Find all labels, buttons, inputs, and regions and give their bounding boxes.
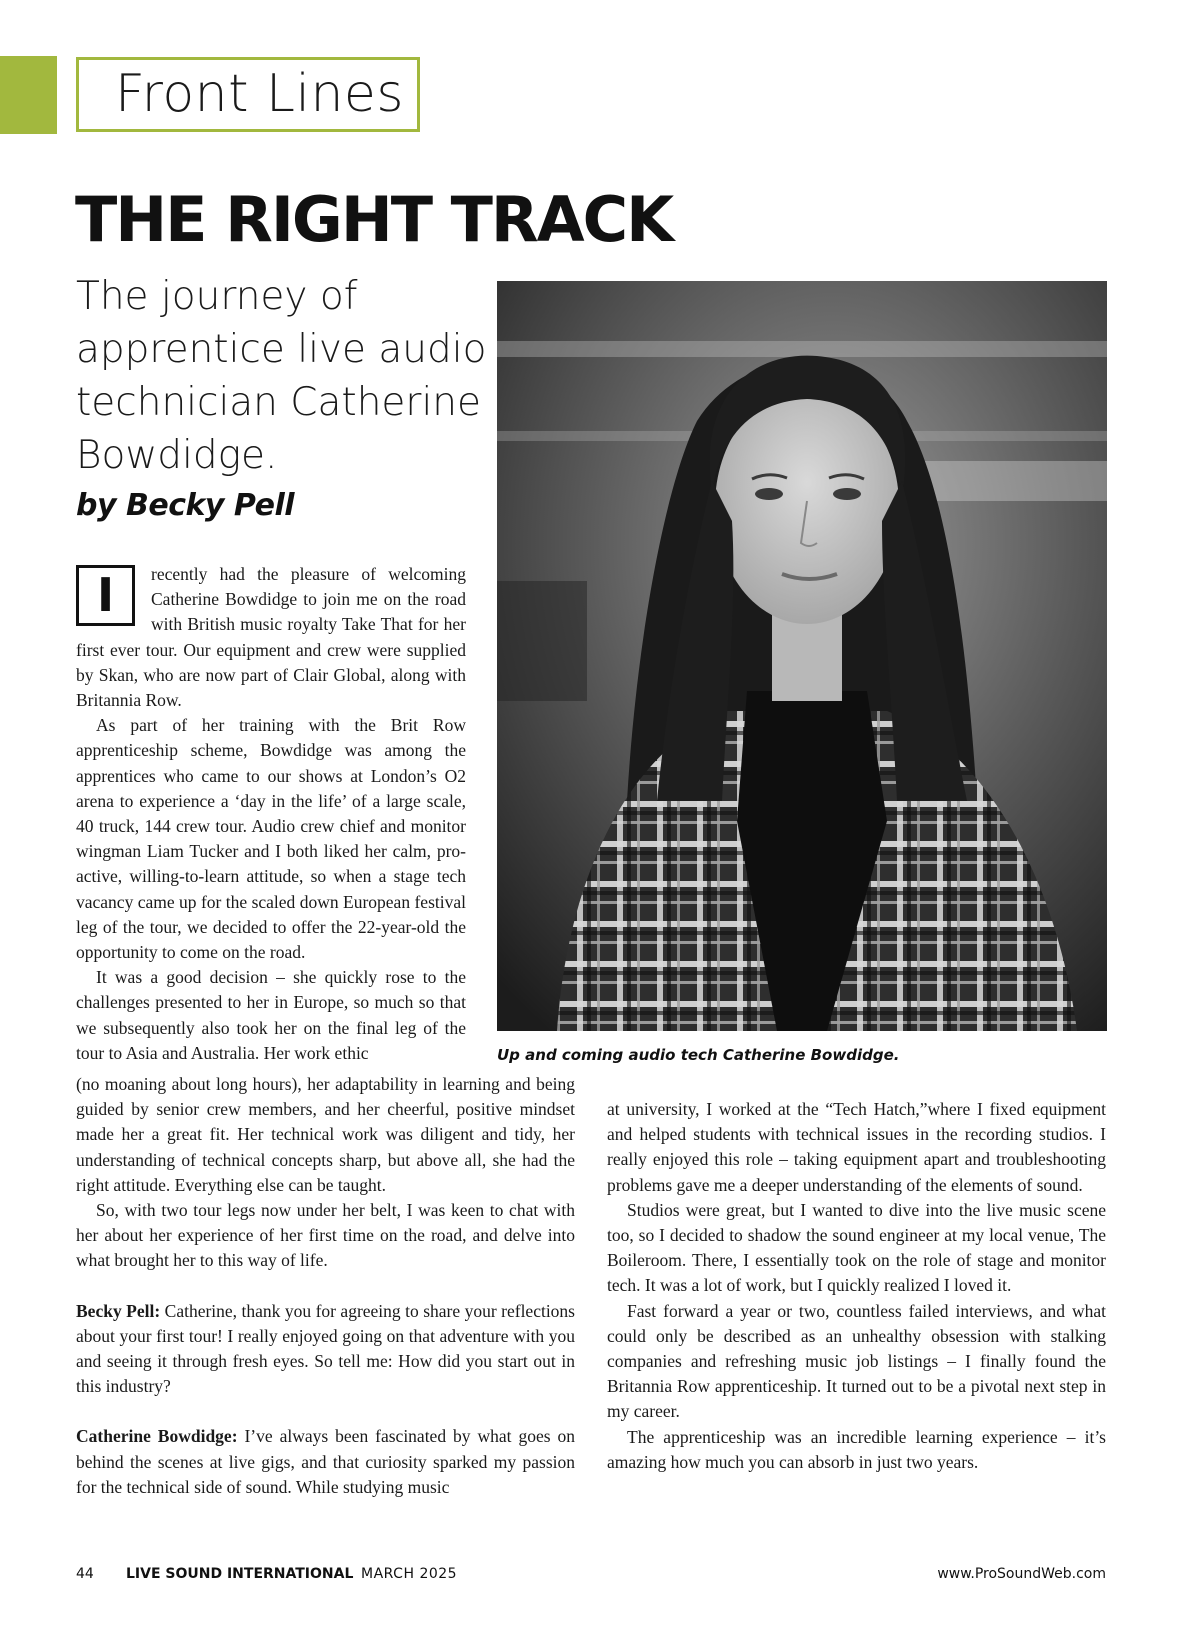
headline: THE RIGHT TRACK — [75, 183, 673, 256]
article-paragraph: Fast forward a year or two, countless failed interviews, and what could only be described as an unhealthy obsession with stalking companies and refreshing music job listings – I finally found the Britannia Row apprenticeship. It turned out to be a pivotal next step in my career. — [607, 1300, 1106, 1422]
publication-name: LIVE SOUND INTERNATIONAL — [126, 1566, 354, 1582]
article-paragraph: The apprenticeship was an incredible learning experience – it’s amazing how much you can absorb in just two years. — [607, 1426, 1106, 1472]
issue-date: MARCH 2025 — [361, 1566, 458, 1582]
portrait-photo — [497, 281, 1107, 1031]
speaker-name: Becky Pell: — [76, 1300, 161, 1321]
section-color-tab — [0, 56, 57, 134]
article-paragraph: It was a good decision – she quickly rose to the challenges presented to her in Europe, so much so that we subsequently also took her on the final leg of the tour to Asia and Australia. Her work ethic — [76, 967, 466, 1063]
page-number: 44 — [76, 1566, 94, 1582]
article-paragraph: So, with two tour legs now under her belt, I was keen to chat with her about her experience of her first time on the road, and delve into what brought her to this way of life. — [76, 1200, 575, 1271]
article-paragraph: As part of her training with the Brit Row apprenticeship scheme, Bowdidge was among the apprentices who came to our shows at London’s O2 arena to experience a ‘day in the life’ of a large scale, 40 truck, 144 crew tour. Audio crew chief and monitor wingman Liam Tucker and I both liked her calm, pro-active, willing-to-learn attitude, so when a stage tech vacancy came up for the scaled down European festival leg of the tour, we decided to offer the 22-year-old the opportunity to come on the road. — [76, 715, 466, 963]
interview-answer: Catherine Bowdidge: I’ve always been fascinated by what goes on behind the scenes at live gigs, and that curiosity sparked my passion for the technical side of sound. While studying music — [76, 1426, 575, 1497]
interview-question: Becky Pell: Catherine, thank you for agreeing to share your reflections about your first tour! I really enjoyed going on that adventure with you and seeing it through fresh eyes. So tell me: How did you start out in this industry? — [76, 1300, 575, 1397]
section-label: Front Lines — [76, 57, 420, 132]
byline: by Becky Pell — [76, 488, 295, 523]
article-paragraph: at university, I worked at the “Tech Hatch,”where I fixed equipment and helped students with technical issues in the recording studios. I really enjoyed this role – taking equipment apart and troubleshooting problems gave me a deeper understanding of the elements of sound. — [607, 1099, 1106, 1195]
page-footer — [76, 1566, 1106, 1586]
dek: The journey of apprentice live audio technician Catherine Bowdidge. — [76, 274, 487, 478]
speaker-name: Catherine Bowdidge: — [76, 1426, 238, 1447]
article-paragraph: Studios were great, but I wanted to dive into the live music scene too, so I decided to shadow the sound engineer at my local venue, The Boileroom. There, I essentially took on the role of stage and monitor tech. It was a lot of work, but I quickly realized I loved it. — [607, 1199, 1106, 1296]
portrait-illustration — [497, 281, 1107, 1031]
article-column-1-continued — [76, 1072, 575, 1500]
article-column-2 — [607, 1097, 1106, 1475]
article-paragraph: (no moaning about long hours), her adaptability in learning and being guided by senior crew members, and her cheerful, positive mindset made her a great fit. Her technical work was diligent and tidy, her understanding of technical concepts sharp, but above all, she had the right attitude. Everything else can be taught. — [76, 1074, 575, 1195]
article-column-1 — [76, 562, 466, 1066]
drop-cap: I — [76, 565, 135, 626]
website-url: www.ProSoundWeb.com — [937, 1566, 1106, 1582]
article-paragraph: I recently had the pleasure of welcoming Catherine Bowdidge to join me on the road with British music royalty Take That for her first ever tour. Our equipment and crew were supplied by Skan, who are now part of Clair Global, along with Britannia Row. — [76, 564, 466, 711]
photo-caption: Up and coming audio tech Catherine Bowdidge. — [497, 1046, 900, 1064]
